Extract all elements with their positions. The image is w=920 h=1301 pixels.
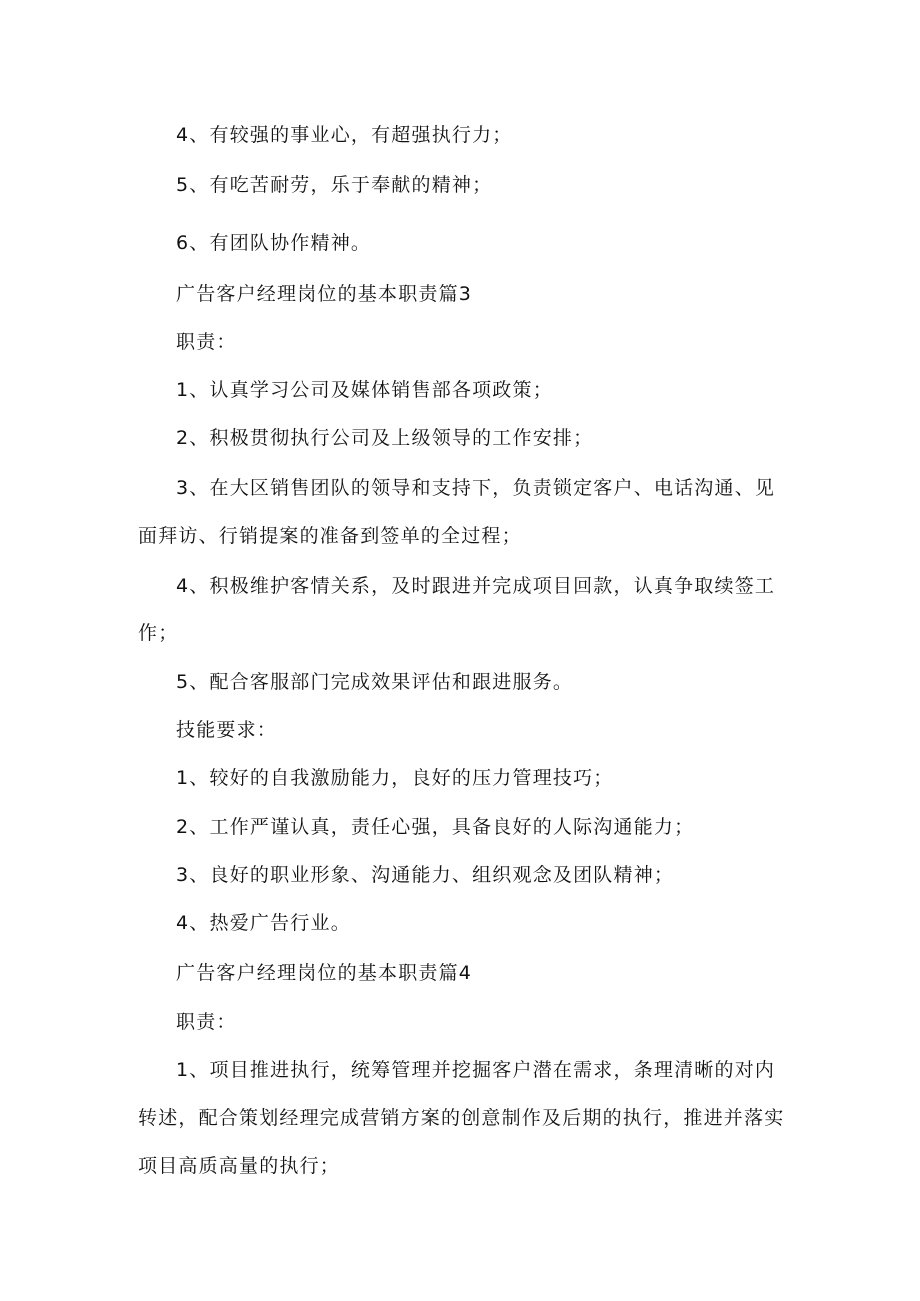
paragraph-line: 6、有团队协作精神。 — [176, 232, 372, 254]
paragraph-line: 作； — [138, 622, 179, 644]
paragraph-line: 2、积极贯彻执行公司及上级领导的工作安排； — [176, 427, 594, 449]
section-heading: 广告客户经理岗位的基本职责篇3 — [176, 283, 473, 305]
paragraph-line: 项目高质高量的执行； — [138, 1155, 341, 1177]
paragraph-line: 4、热爱广告行业。 — [176, 912, 351, 934]
paragraph-line: 5、配合客服部门完成效果评估和跟进服务。 — [176, 671, 574, 693]
paragraph-line: 3、良好的职业形象、沟通能力、组织观念及团队精神； — [176, 864, 675, 886]
duties-label: 职责： — [176, 331, 237, 353]
paragraph-line: 面拜访、行销提案的准备到签单的全过程； — [138, 525, 522, 547]
paragraph-line: 5、有吃苦耐劳，乐于奉献的精神； — [176, 174, 493, 196]
paragraph-line: 2、工作严谨认真，责任心强，具备良好的人际沟通能力； — [176, 816, 695, 838]
skills-label: 技能要求： — [176, 719, 278, 741]
paragraph-line: 3、在大区销售团队的领导和支持下，负责锁定客户、电话沟通、见 — [176, 477, 776, 499]
paragraph-line: 转述，配合策划经理完成营销方案的创意制作及后期的执行，推进并落实 — [138, 1107, 785, 1129]
paragraph-line: 4、积极维护客情关系，及时跟进并完成项目回款，认真争取续签工 — [176, 575, 776, 597]
paragraph-line: 1、项目推进执行，统筹管理并挖掘客户潜在需求，条理清晰的对内 — [176, 1059, 776, 1081]
paragraph-line: 4、有较强的事业心，有超强执行力； — [176, 124, 513, 146]
duties-label: 职责： — [176, 1011, 237, 1033]
paragraph-line: 1、较好的自我激励能力，良好的压力管理技巧； — [176, 767, 614, 789]
section-heading: 广告客户经理岗位的基本职责篇4 — [176, 962, 473, 984]
paragraph-line: 1、认真学习公司及媒体销售部各项政策； — [176, 379, 553, 401]
